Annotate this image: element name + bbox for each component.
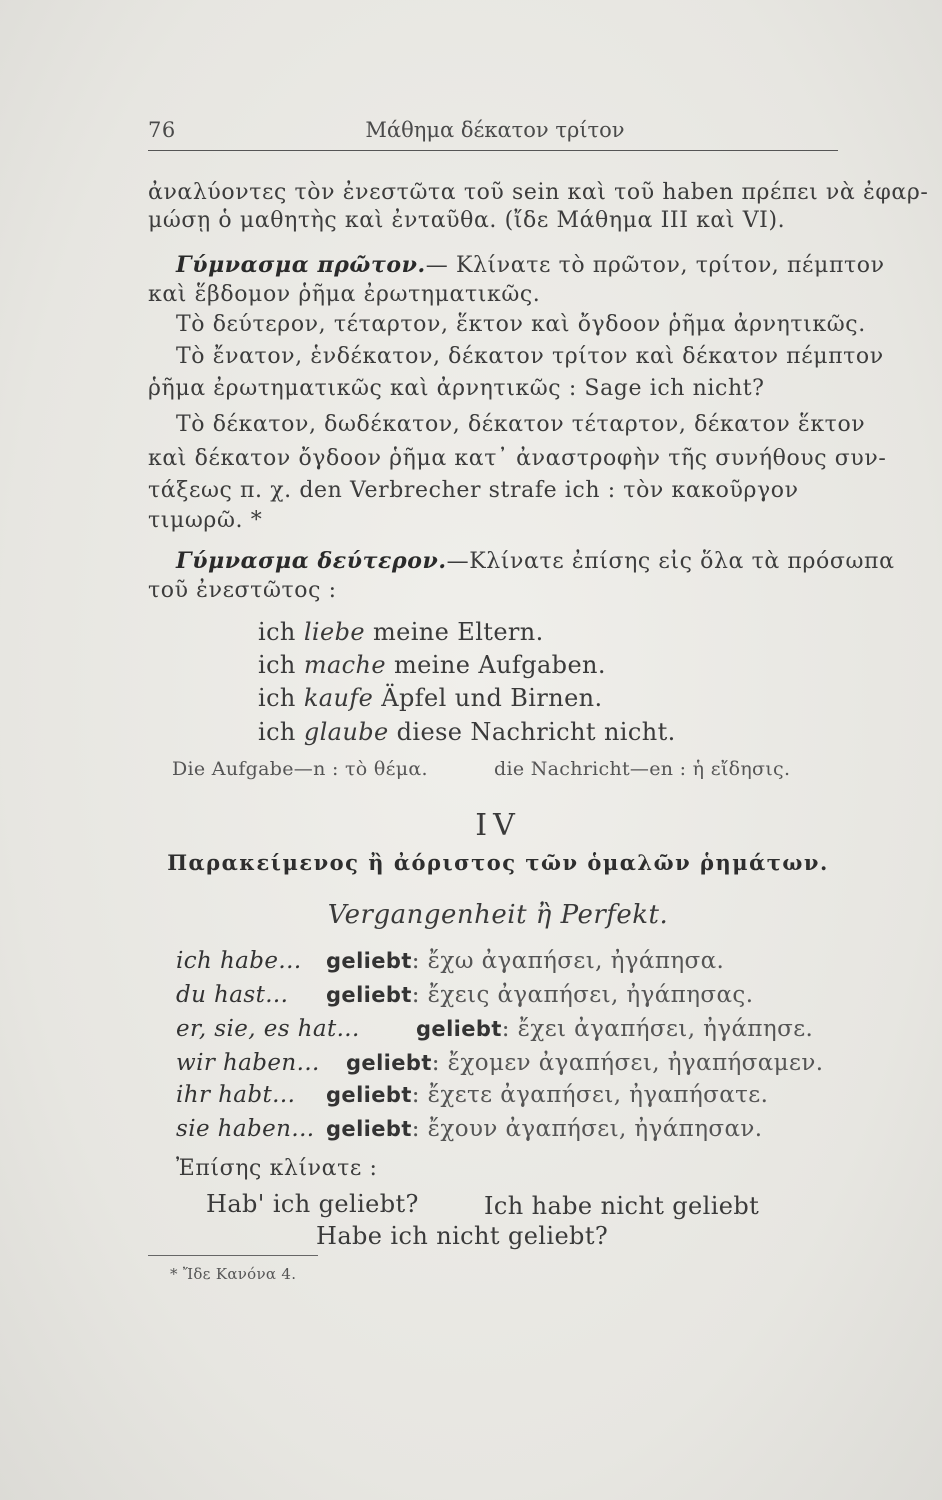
exercise-1-line: Τὸ δεύτερον, τέταρτον, ἕκτον καὶ ὄγδοον ῥῆμα ἀρνητικῶς.: [176, 312, 866, 337]
exercise-2-title: Γύμνασμα δεύτερον.: [176, 548, 447, 574]
also-instruction: Ἐπίσης κλίνατε :: [176, 1156, 378, 1181]
exercise-2-text: —Κλίνατε ἐπίσης εἰς ὅλα τὰ πρόσωπα: [446, 549, 895, 574]
example-sentence: ich mache meine Aufgaben.: [258, 651, 606, 679]
section-subtitle: Παρακείμενος ἢ ἀόριστος τῶν ὁμαλῶν ῥημάτων.: [167, 850, 829, 875]
vocabulary-gloss: die Nachricht—en : ἡ εἴδησις.: [494, 758, 791, 780]
section-numeral: IV: [475, 808, 521, 843]
conjugation-row: ich habe... geliebt: ἔχω ἀγαπήσει, ἠγάπησα.: [176, 948, 725, 974]
exercise-1-line: τιμωρῶ. *: [148, 508, 263, 533]
conjugation-row: er, sie, es hat... geliebt: ἔχει ἀγαπήσει, ἠγάπησε.: [176, 1016, 814, 1042]
question-line: Habe ich nicht geliebt?: [316, 1222, 609, 1250]
exercise-2-line: τοῦ ἐνεστῶτος :: [148, 578, 337, 603]
example-sentence: ich liebe meine Eltern.: [258, 618, 544, 646]
exercise-2-line: [176, 548, 895, 574]
perfect-heading: Vergangenheit ἢ Perfekt.: [327, 900, 669, 930]
footnote: * Ἴδε Κανόνα 4.: [170, 1265, 297, 1283]
conjugation-row: ihr habt... geliebt: ἔχετε ἀγαπήσει, ἠγαπήσατε.: [176, 1082, 769, 1108]
conjugation-row: sie haben... geliebt: ἔχουν ἀγαπήσει, ἠγάπησαν.: [176, 1116, 763, 1142]
page-number: 76: [148, 118, 176, 142]
conjugation-row: du hast... geliebt: ἔχεις ἀγαπήσει, ἠγάπησας.: [176, 982, 754, 1008]
vocabulary-gloss: Die Aufgabe—n : τὸ θέμα.: [172, 758, 428, 780]
exercise-1-line: [176, 252, 885, 278]
exercise-1-line: Τὸ δέκατον, δωδέκατον, δέκατον τέταρτον, δέκατον ἕκτον: [176, 412, 866, 437]
intro-line: ἀναλύοντες τὸν ἐνεστῶτα τοῦ sein καὶ τοῦ haben πρέπει νὰ ἐφαρ-: [148, 180, 929, 205]
exercise-1-line: τάξεως π. χ. den Verbrecher strafe ich : τὸν κακοῦργον: [148, 478, 799, 503]
question-line: Hab' ich geliebt?: [206, 1190, 419, 1218]
exercise-1-line: ῥῆμα ἐρωτηματικῶς καὶ ἀρνητικῶς : Sage ich nicht?: [148, 376, 765, 401]
question-line: Ich habe nicht geliebt: [484, 1192, 760, 1220]
conjugation-row: wir haben... geliebt: ἔχομεν ἀγαπήσει, ἠγαπήσαμεν.: [176, 1050, 824, 1076]
page-header: [148, 118, 842, 148]
intro-line: μώσῃ ὁ μαθητὴς καὶ ἐνταῦθα. (ἴδε Μάθημα III καὶ VI).: [148, 208, 786, 233]
example-sentence: ich kaufe Äpfel und Birnen.: [258, 684, 603, 712]
header-rule: [148, 150, 838, 151]
exercise-1-text: — Κλίνατε τὸ πρῶτον, τρίτον, πέμπτον: [425, 253, 885, 278]
exercise-1-line: Τὸ ἔνατον, ἑνδέκατον, δέκατον τρίτον καὶ δέκατον πέμπτον: [176, 344, 884, 369]
exercise-1-line: καὶ δέκατον ὄγδοον ῥῆμα κατ᾽ ἀναστροφὴν τῆς συνήθους συν-: [148, 446, 887, 471]
running-title: Μάθημα δέκατον τρίτον: [365, 118, 625, 142]
exercise-1-title: Γύμνασμα πρῶτον.: [176, 252, 426, 278]
exercise-1-line: καὶ ἕβδομον ῥῆμα ἐρωτηματικῶς.: [148, 282, 541, 307]
example-sentence: ich glaube diese Nachricht nicht.: [258, 718, 676, 746]
footnote-rule: [148, 1255, 318, 1256]
